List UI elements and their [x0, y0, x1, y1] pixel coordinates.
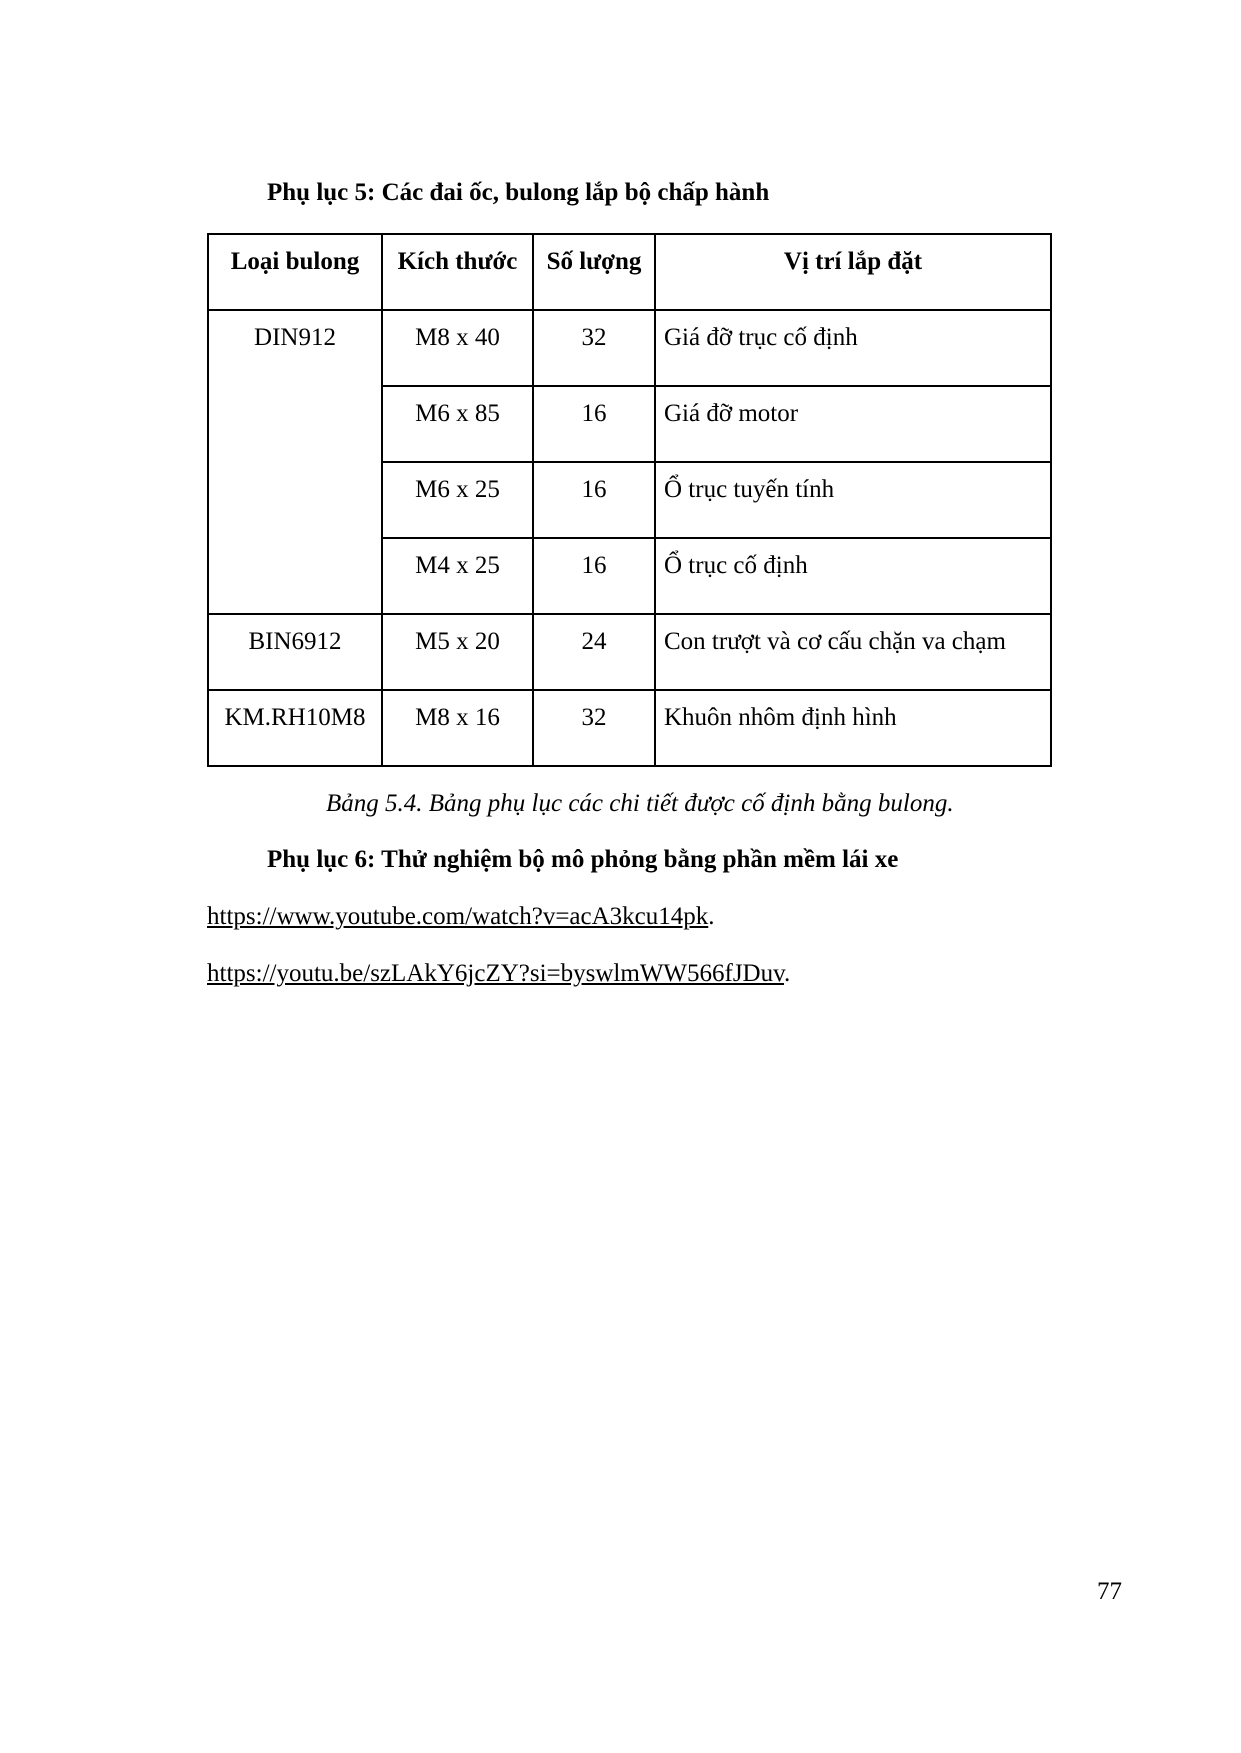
bolt-type-cell: BIN6912 — [208, 614, 382, 690]
location-cell: Con trượt và cơ cấu chặn va chạm — [655, 614, 1051, 690]
quantity-cell: 16 — [533, 538, 655, 614]
size-cell: M4 x 25 — [382, 538, 533, 614]
table-caption: Bảng 5.4. Bảng phụ lục các chi tiết được cố định bằng bulong. — [326, 790, 954, 817]
size-cell: M5 x 20 — [382, 614, 533, 690]
bolt-table — [207, 233, 1052, 767]
video-link-line-2 — [207, 959, 790, 989]
link-suffix: . — [784, 960, 791, 987]
location-cell: Ổ trục cố định — [655, 538, 1051, 614]
page-number: 77 — [1097, 1578, 1122, 1605]
appendix-6-heading: Phụ lục 6: Thử nghiệm bộ mô phỏng bằng phần mềm lái xe — [267, 846, 899, 873]
bolt-type-cell: KM.RH10M8 — [208, 690, 382, 766]
quantity-cell: 16 — [533, 386, 655, 462]
youtube-link-2[interactable]: https://youtu.be/szLAkY6jcZY?si=byswlmWW566fJDuv — [207, 960, 784, 987]
header-quantity: Số lượng — [533, 234, 655, 310]
table-row — [208, 614, 1051, 690]
location-cell: Khuôn nhôm định hình — [655, 690, 1051, 766]
appendix-5-heading: Phụ lục 5: Các đai ốc, bulong lắp bộ chấp hành — [267, 179, 770, 206]
size-cell: M6 x 85 — [382, 386, 533, 462]
youtube-link-1[interactable]: https://www.youtube.com/watch?v=acA3kcu14pk — [207, 903, 709, 930]
link-suffix: . — [708, 903, 715, 930]
location-cell: Giá đỡ trục cố định — [655, 310, 1051, 386]
header-bolt-type: Loại bulong — [208, 234, 382, 310]
quantity-cell: 32 — [533, 690, 655, 766]
quantity-cell: 24 — [533, 614, 655, 690]
table-row — [208, 690, 1051, 766]
table-row — [208, 310, 1051, 386]
header-size: Kích thước — [382, 234, 533, 310]
size-cell: M8 x 40 — [382, 310, 533, 386]
size-cell: M6 x 25 — [382, 462, 533, 538]
size-cell: M8 x 16 — [382, 690, 533, 766]
quantity-cell: 32 — [533, 310, 655, 386]
table-header-row — [208, 234, 1051, 310]
video-link-line-1 — [207, 902, 715, 932]
location-cell: Giá đỡ motor — [655, 386, 1051, 462]
quantity-cell: 16 — [533, 462, 655, 538]
header-location: Vị trí lắp đặt — [655, 234, 1051, 310]
bolt-type-cell: DIN912 — [208, 310, 382, 614]
location-cell: Ổ trục tuyến tính — [655, 462, 1051, 538]
